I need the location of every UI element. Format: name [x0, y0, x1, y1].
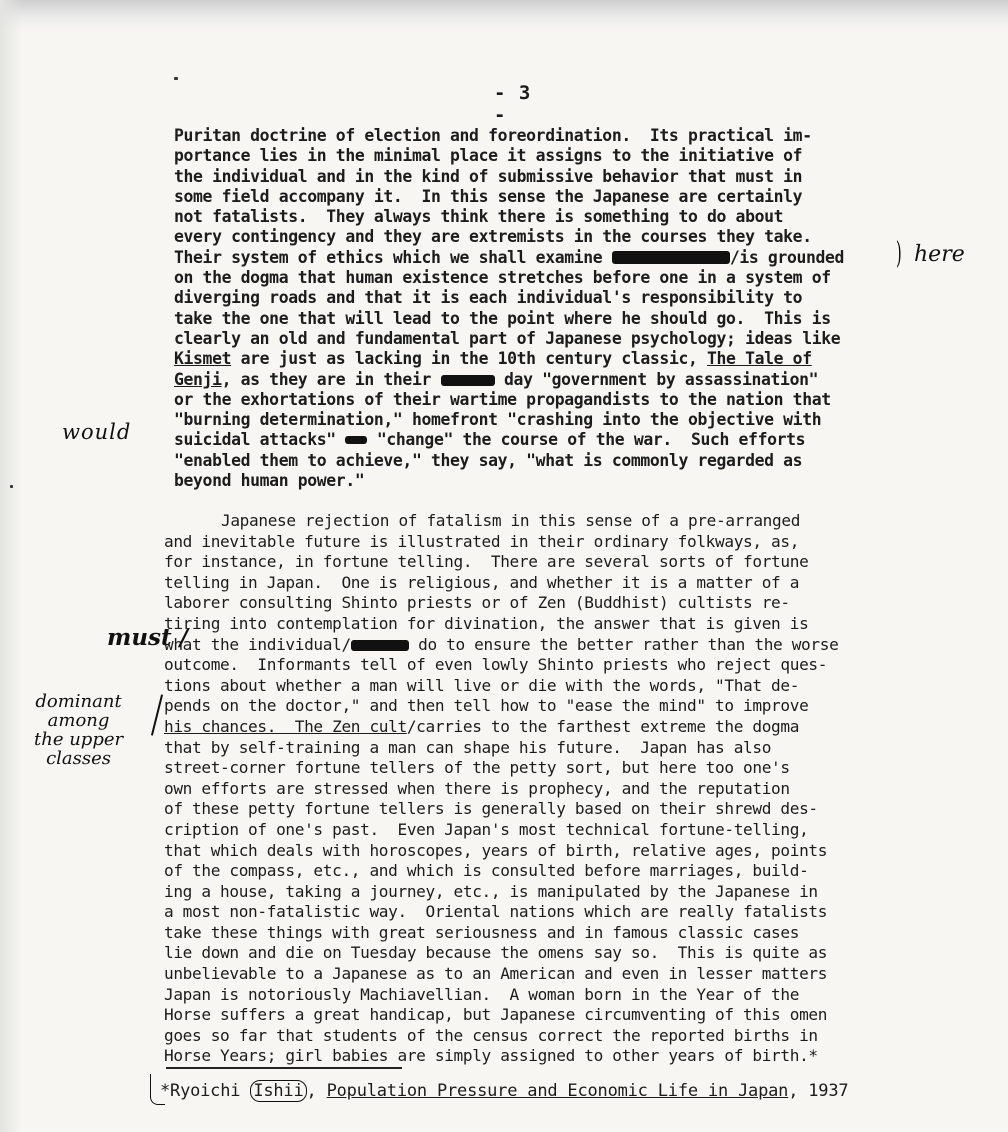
text-segment: what the individual/: [164, 634, 351, 654]
text-line: Japan is notoriously Machiavellian. A woman born in the Year of the: [164, 984, 800, 1004]
text-line: the individual and in the kind of submissive behavior that must in: [174, 166, 803, 186]
text-segment: /is grounded: [729, 247, 845, 267]
kismet-word: Kismet: [174, 349, 232, 369]
text-line: own efforts are stressed when there is prophecy, and the reputation: [164, 778, 790, 798]
handwritten-note-would: would: [62, 420, 132, 444]
page-number: - 3 -: [494, 82, 532, 126]
text-segment: /carries to the farthest extreme the dogma: [406, 716, 800, 736]
text-line: [174, 430, 844, 450]
paragraph-2: [164, 511, 838, 1067]
text-segment: do to ensure the better rather than the worse: [408, 634, 839, 654]
text-line: pends on the doctor," and then tell how to "ease the mind" to improve: [164, 696, 809, 716]
text-line: diverging roads and that it is each individual's responsibility to: [174, 288, 803, 308]
text-line: a most non-fatalistic way. Oriental nations which are really fatalists: [164, 902, 828, 922]
text-segment: Their system of ethics which we shall examine: [174, 247, 612, 267]
text-line: beyond human power.": [174, 471, 365, 491]
book-title: Genji: [174, 369, 222, 389]
scan-top-shadow: [0, 0, 1008, 32]
text-line: cription of one's past. Even Japan's most technical fortune-telling,: [164, 819, 809, 839]
text-line: or the exhortations of their wartime propagandists to the nation that: [174, 389, 831, 409]
text-line: Horse suffers a great handicap, but Japanese circumventing of this omen: [164, 1005, 828, 1025]
text-line: and inevitable future is illustrated in their ordinary folkways, as,: [164, 531, 800, 551]
handwritten-note-dominant: dominant among the upper classes: [34, 691, 124, 769]
footnote: [160, 1081, 848, 1101]
text-line: laborer consulting Shinto priests or of Zen (Buddhist) cultists re-: [164, 593, 790, 613]
text-line: unbelievable to a Japanese as to an American and even in lesser matters: [164, 964, 828, 984]
ink-speck: [10, 485, 13, 488]
redaction-mark: [441, 375, 495, 386]
text-line: some field accompany it. In this sense the Japanese are certainly: [174, 186, 803, 206]
scan-left-shadow: [0, 0, 22, 1132]
text-line: lie down and die on Tuesday because the omens say so. This is quite as: [164, 943, 828, 963]
text-line: ing a house, taking a journey, etc., is manipulated by the Japanese in: [164, 881, 818, 901]
text-line: tions about whether a man will live or die with the words, "That de-: [164, 675, 800, 695]
text-line: goes so far that students of the census correct the reported births in: [164, 1025, 818, 1045]
text-line: tiring into contemplation for divination, the answer that is given is: [164, 613, 809, 633]
redaction-mark: [351, 640, 409, 651]
underlined-phrase: his chances. The Zen cult: [164, 716, 407, 736]
text-line: street-corner fortune tellers of the petty sort, but here too one's: [164, 758, 790, 778]
text-line: "burning determination," homefront "crashing into the objective with: [174, 410, 822, 430]
handwritten-bracket: ): [895, 236, 902, 271]
text-line: clearly an old and fundamental part of Japanese psychology; ideas like: [174, 328, 841, 348]
text-line: every contingency and they are extremists in the courses they take.: [174, 227, 812, 247]
text-line: [164, 717, 838, 738]
text-line: outcome. Informants tell of even lowly Shinto priests who reject ques-: [164, 655, 828, 675]
text-line: of the compass, etc., and which is consulted before marriages, build-: [164, 861, 809, 881]
text-line: take the one that will lead to the point where he should go. This is: [174, 308, 831, 328]
text-line: for instance, in fortune telling. There are several sorts of fortune: [164, 552, 809, 572]
footnote-marker: *R: [160, 1081, 181, 1101]
ink-speck: [174, 77, 178, 80]
text-segment: "change" the course of the war. Such efforts: [367, 430, 806, 450]
text-line: not fatalists. They always think there is something to do about: [174, 207, 784, 227]
book-title: The Tale of: [707, 349, 812, 369]
text-line: [174, 349, 844, 369]
text-line: Horse Years; girl babies are simply assigned to other years of birth.*: [164, 1046, 818, 1066]
text-segment: , as they are in their: [221, 369, 441, 389]
text-line: [164, 635, 838, 656]
text-segment: day "government by assassination": [494, 369, 819, 389]
text-line: telling in Japan. One is religious, and whether it is a matter of a: [164, 572, 800, 592]
text-line: take these things with great seriousness and in famous classic cases: [164, 922, 800, 942]
handwritten-note-here: here: [914, 242, 965, 267]
footnote-rule: [166, 1067, 402, 1069]
footnote-author-first: yoichi: [180, 1081, 251, 1101]
text-line: on the dogma that human existence stretches before one in a system of: [174, 268, 831, 288]
text-line: that which deals with horoscopes, years of birth, relative ages, points: [164, 840, 828, 860]
footnote-year: , 1937: [788, 1081, 849, 1101]
text-segment: suicidal attacks": [174, 430, 346, 450]
text-segment: are just as lacking in the 10th century classic,: [231, 349, 708, 369]
text-line: Japanese rejection of fatalism in this sense of a pre-arranged: [221, 511, 801, 530]
text-line: [174, 248, 844, 268]
text-line: Puritan doctrine of election and foreordination. Its practical im-: [174, 126, 812, 145]
handwritten-note-must: must /: [107, 624, 189, 651]
handwritten-stroke: [151, 694, 163, 735]
redaction-mark: [612, 251, 730, 264]
redaction-mark: [345, 436, 367, 444]
text-line: [174, 370, 844, 390]
text-line: that by self-training a man can shape his future. Japan has also: [164, 737, 772, 757]
footnote-separator: ,: [306, 1081, 327, 1101]
paragraph-1: [174, 126, 844, 491]
text-line: portance lies in the minimal place it assigns to the initiative of: [174, 146, 803, 166]
text-line: "enabled them to achieve," they say, "what is commonly regarded as: [174, 450, 803, 470]
footnote-author-last: Ishii: [250, 1080, 306, 1102]
text-line: of these petty fortune tellers is generally based on their shrewd des-: [164, 799, 818, 819]
footnote-title: Population Pressure and Economic Life in Japan: [326, 1081, 789, 1101]
